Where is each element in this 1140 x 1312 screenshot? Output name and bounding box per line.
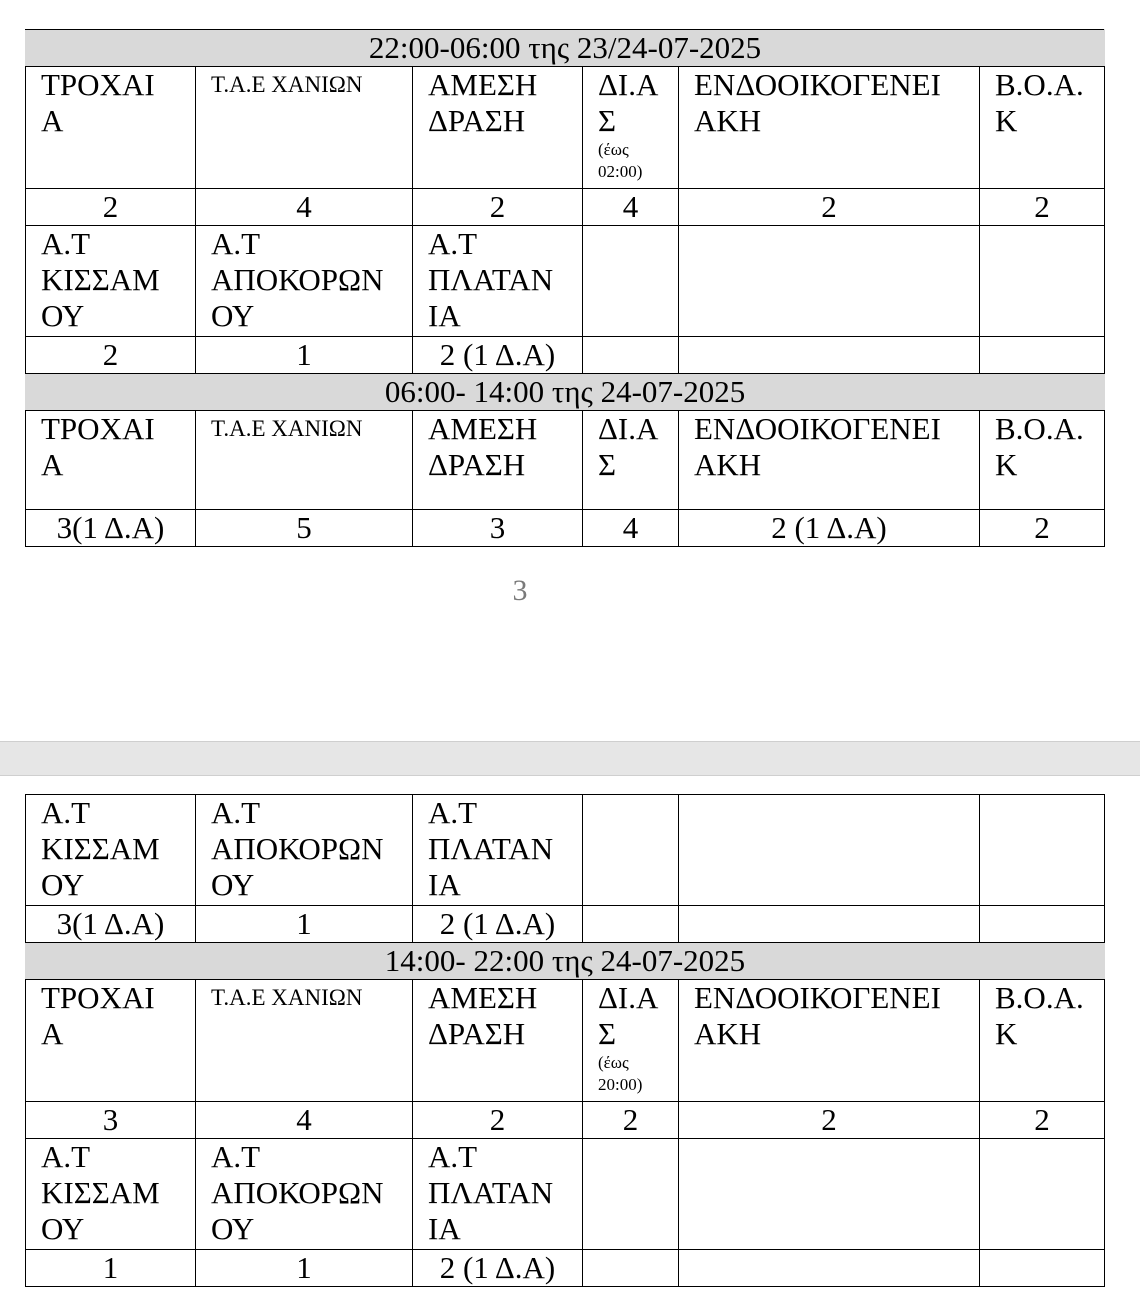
- unit-label-dias: ΔΙ.Α Σ: [583, 411, 679, 510]
- unit-count-row: [26, 189, 1105, 226]
- dias-note: (έως: [598, 1053, 629, 1072]
- empty-cell: [980, 1139, 1105, 1250]
- unit-label-voak: Β.Ο.Α. Κ: [980, 411, 1105, 510]
- dias-note: 02:00): [598, 162, 643, 181]
- station-label-row: [26, 226, 1105, 337]
- station-label-row: [26, 1139, 1105, 1250]
- shift-title: 14:00- 22:00 της 24-07-2025: [26, 943, 1105, 980]
- station-count-row: [26, 337, 1105, 374]
- unit-label-tae: Τ.Α.Ε ΧΑΝΙΩΝ: [196, 411, 413, 510]
- count-cell: 1: [196, 1250, 413, 1287]
- station-label-apokoronou: Α.Τ ΑΠΟΚΟΡΩΝ ΟΥ: [196, 1139, 413, 1250]
- count-cell: 3(1 Δ.Α): [26, 510, 196, 547]
- unit-label-endooikogeneiaki: ΕΝΔΟΟΙΚΟΓΕΝΕΙ ΑΚΗ: [679, 411, 980, 510]
- empty-cell: [679, 795, 980, 906]
- count-cell: 2: [679, 1102, 980, 1139]
- count-cell: 1: [196, 337, 413, 374]
- page-separator: [0, 741, 1140, 776]
- shift-table-page-4: [25, 794, 1105, 1287]
- empty-cell: [679, 1250, 980, 1287]
- station-label-kissamou: Α.Τ ΚΙΣΣΑΜ ΟΥ: [26, 795, 196, 906]
- unit-count-row: [26, 1102, 1105, 1139]
- count-cell: 5: [196, 510, 413, 547]
- count-cell: 2 (1 Δ.Α): [413, 1250, 583, 1287]
- count-cell: 2: [583, 1102, 679, 1139]
- empty-cell: [583, 795, 679, 906]
- count-cell: 2: [679, 189, 980, 226]
- dias-note: 20:00): [598, 1075, 643, 1094]
- count-cell: 4: [196, 189, 413, 226]
- station-label-apokoronou: Α.Τ ΑΠΟΚΟΡΩΝ ΟΥ: [196, 795, 413, 906]
- count-cell: 2 (1 Δ.Α): [413, 337, 583, 374]
- station-label-apokoronou: Α.Τ ΑΠΟΚΟΡΩΝ ΟΥ: [196, 226, 413, 337]
- station-label-platania: Α.Τ ΠΛΑΤΑΝ ΙΑ: [413, 795, 583, 906]
- count-cell: 3(1 Δ.Α): [26, 906, 196, 943]
- station-label-kissamou: Α.Τ ΚΙΣΣΑΜ ΟΥ: [26, 226, 196, 337]
- unit-label-row: [26, 411, 1105, 510]
- shift-header-row: [26, 374, 1105, 411]
- count-cell: 2 (1 Δ.Α): [679, 510, 980, 547]
- shift-header-row: [26, 30, 1105, 67]
- unit-label-dias: ΔΙ.Α Σ (έως 20:00): [583, 980, 679, 1102]
- count-cell: 2: [413, 1102, 583, 1139]
- unit-label-tae: Τ.Α.Ε ΧΑΝΙΩΝ: [196, 980, 413, 1102]
- unit-label-endooikogeneiaki: ΕΝΔΟΟΙΚΟΓΕΝΕΙ ΑΚΗ: [679, 67, 980, 189]
- empty-cell: [583, 1139, 679, 1250]
- count-cell: 2: [980, 1102, 1105, 1139]
- shift-header-row: [26, 943, 1105, 980]
- unit-label-trochaia: ΤΡΟΧΑΙ Α: [26, 67, 196, 189]
- station-count-row: [26, 1250, 1105, 1287]
- unit-label-amesi-drasi: ΑΜΕΣΗ ΔΡΑΣΗ: [413, 411, 583, 510]
- station-label-kissamou: Α.Τ ΚΙΣΣΑΜ ΟΥ: [26, 1139, 196, 1250]
- unit-count-row: [26, 510, 1105, 547]
- shift-title: 22:00-06:00 της 23/24-07-2025: [26, 30, 1105, 67]
- count-cell: 2: [980, 510, 1105, 547]
- count-cell: 2: [26, 189, 196, 226]
- unit-label-voak: Β.Ο.Α. Κ: [980, 67, 1105, 189]
- empty-cell: [679, 337, 980, 374]
- empty-cell: [679, 226, 980, 337]
- page-number: 3: [512, 574, 528, 607]
- count-cell: 4: [196, 1102, 413, 1139]
- unit-label-row: [26, 67, 1105, 189]
- empty-cell: [583, 906, 679, 943]
- count-cell: 4: [583, 189, 679, 226]
- dias-note: (έως: [598, 140, 629, 159]
- empty-cell: [583, 1250, 679, 1287]
- count-cell: 2: [980, 189, 1105, 226]
- count-cell: 1: [196, 906, 413, 943]
- count-cell: 2: [413, 189, 583, 226]
- unit-label-dias: ΔΙ.Α Σ (έως 02:00): [583, 67, 679, 189]
- empty-cell: [679, 1139, 980, 1250]
- unit-label-endooikogeneiaki: ΕΝΔΟΟΙΚΟΓΕΝΕΙ ΑΚΗ: [679, 980, 980, 1102]
- unit-label-voak: Β.Ο.Α. Κ: [980, 980, 1105, 1102]
- station-label-row: [26, 795, 1105, 906]
- count-cell: 2 (1 Δ.Α): [413, 906, 583, 943]
- empty-cell: [679, 906, 980, 943]
- unit-label-trochaia: ΤΡΟΧΑΙ Α: [26, 411, 196, 510]
- station-count-row: [26, 906, 1105, 943]
- unit-label-tae: Τ.Α.Ε ΧΑΝΙΩΝ: [196, 67, 413, 189]
- station-label-platania: Α.Τ ΠΛΑΤΑΝ ΙΑ: [413, 226, 583, 337]
- count-cell: 2: [26, 337, 196, 374]
- unit-label-trochaia: ΤΡΟΧΑΙ Α: [26, 980, 196, 1102]
- count-cell: 3: [413, 510, 583, 547]
- shift-title: 06:00- 14:00 της 24-07-2025: [26, 374, 1105, 411]
- empty-cell: [980, 226, 1105, 337]
- unit-label-amesi-drasi: ΑΜΕΣΗ ΔΡΑΣΗ: [413, 67, 583, 189]
- empty-cell: [980, 795, 1105, 906]
- station-label-platania: Α.Τ ΠΛΑΤΑΝ ΙΑ: [413, 1139, 583, 1250]
- empty-cell: [583, 226, 679, 337]
- empty-cell: [980, 906, 1105, 943]
- empty-cell: [583, 337, 679, 374]
- count-cell: 1: [26, 1250, 196, 1287]
- count-cell: 4: [583, 510, 679, 547]
- empty-cell: [980, 337, 1105, 374]
- empty-cell: [980, 1250, 1105, 1287]
- unit-label-row: [26, 980, 1105, 1102]
- count-cell: 3: [26, 1102, 196, 1139]
- shift-table-page-3: [25, 29, 1105, 547]
- unit-label-amesi-drasi: ΑΜΕΣΗ ΔΡΑΣΗ: [413, 980, 583, 1102]
